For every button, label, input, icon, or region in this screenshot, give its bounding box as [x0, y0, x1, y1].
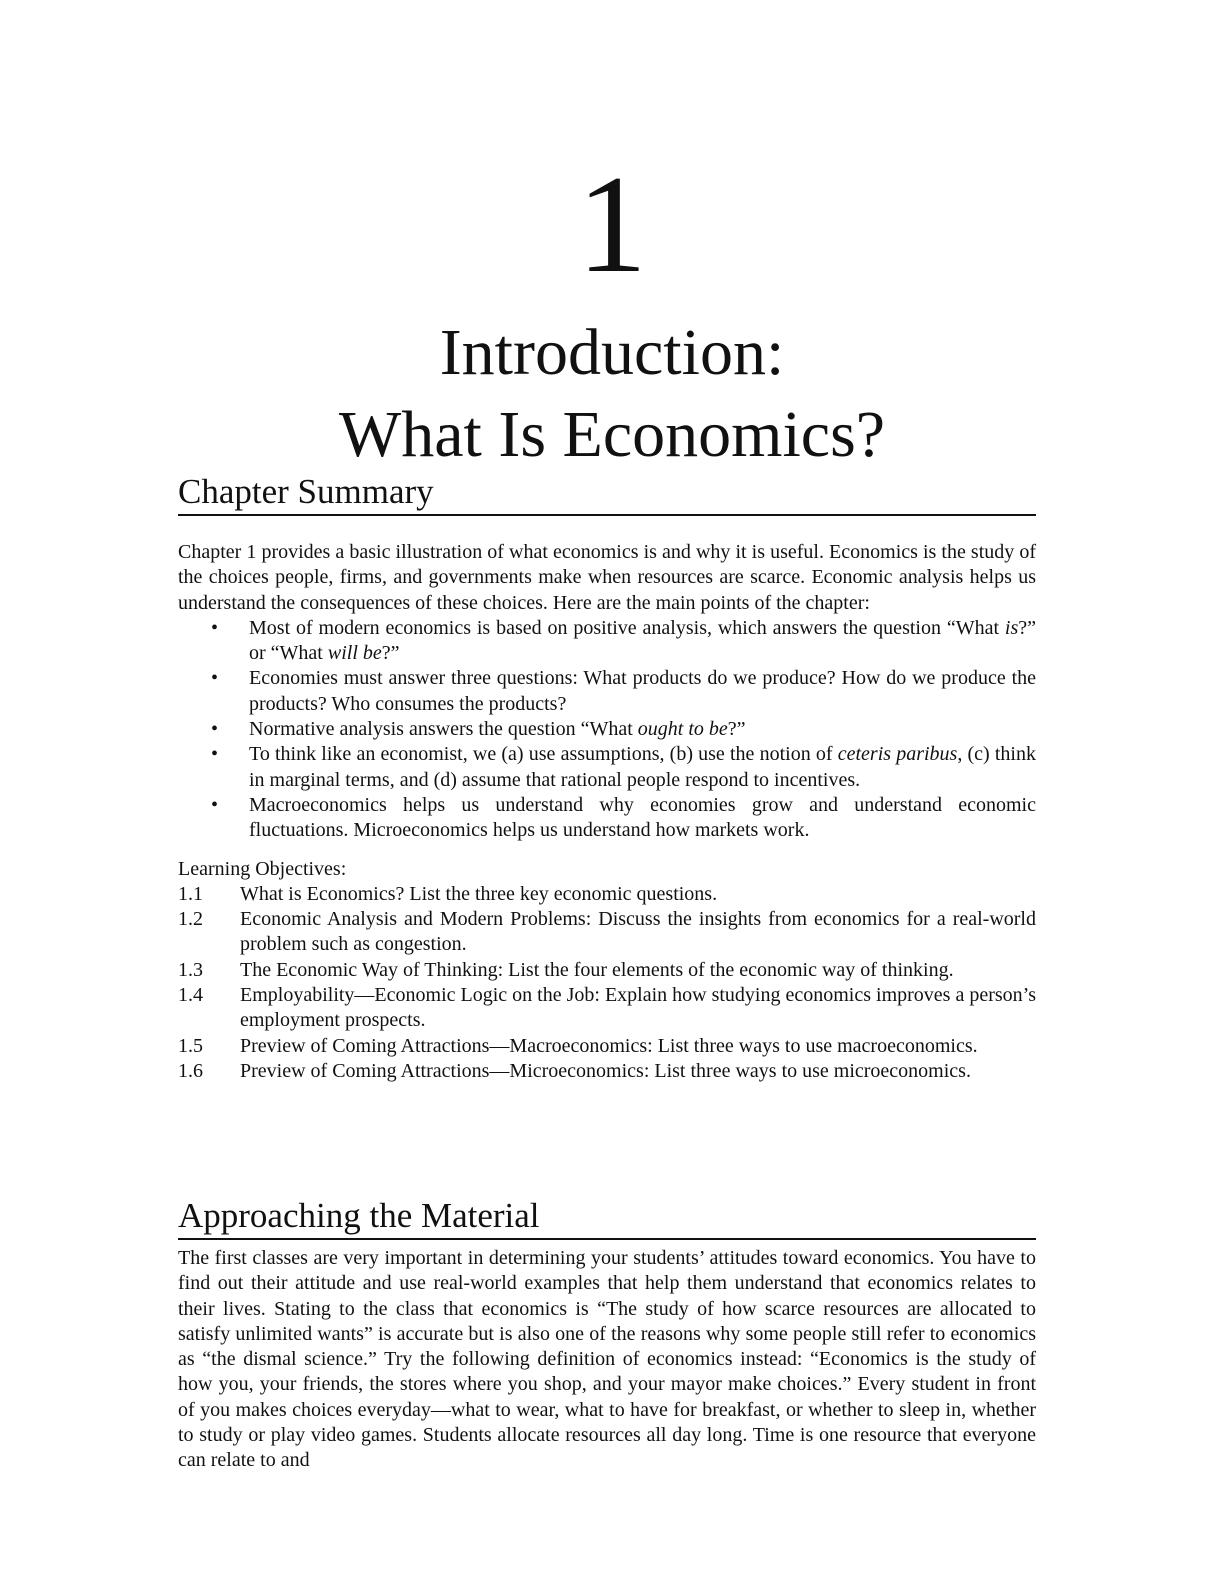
list-item [178, 1059, 1036, 1084]
objective-number: 1.3 [178, 958, 203, 981]
chapter-summary-section [178, 472, 1036, 1084]
learning-objectives-list [178, 882, 1036, 1084]
approaching-material-paragraph: The first classes are very important in determining your students’ attitudes toward economics. You have to find out their attitude and use real-world examples that help them understand that economics relates to their lives. Stating to the class that economics is “The study of how scarce resources are allocated to satisfy unlimited wants” is accurate but is also one of the reasons why some people still refer to economics as “the dismal science.” Try the following definition of economics instead: “Economics is the study of how you, your friends, the stores where you shop, and your mayor make choices.” Every student in front of you makes choices everyday—what to wear, what to have for breakfast, or whether to sleep in, whether to study or play video games. Students allocate resources all day long. Time is one resource that everyone can relate to and [178, 1247, 1036, 1472]
bullet-icon: • [211, 718, 219, 741]
list-item [178, 882, 1036, 907]
approaching-material-section [178, 1196, 1036, 1474]
objective-text: The Economic Way of Thinking: List the four elements of the economic way of thinking. [240, 958, 954, 981]
list-item [178, 958, 1036, 983]
list-item: • To think like an economist, we (a) use assumptions, (b) use the notion of ceteris paribus, (c) think in marginal terms, and (d) assume that rational people respond to incentives. [211, 743, 1036, 791]
objective-text: Economic Analysis and Modern Problems: Discuss the insights from economics for a real-world problem such as congestion. [240, 908, 1036, 956]
bullet-icon: • [211, 793, 219, 816]
chapter-number: 1 [577, 147, 647, 302]
chapter-title [0, 312, 1224, 476]
list-item [178, 983, 1036, 1034]
chapter-title-line-2: What Is Economics? [338, 398, 886, 471]
list-item: • Most of modern economics is based on positive analysis, which answers the question “What is?” or “What will be?” [211, 616, 1036, 665]
learning-objectives-label: Learning Objectives: [178, 857, 347, 880]
objective-number: 1.4 [178, 984, 203, 1007]
chapter-title-line-1: Introduction: [439, 316, 785, 389]
list-item: • Economies must answer three questions: What products do we produce? How do we produce the products? Who consumes the products? [211, 667, 1036, 715]
objective-number: 1.1 [178, 882, 203, 905]
list-item [178, 907, 1036, 958]
objective-number: 1.5 [178, 1034, 203, 1057]
objective-number: 1.6 [178, 1059, 203, 1082]
list-item: • Normative analysis answers the question “What ought to be?” [178, 717, 1036, 742]
chapter-summary-heading: Chapter Summary [178, 472, 1036, 516]
objective-text: Preview of Coming Attractions—Microeconomics: List three ways to use microeconomics. [240, 1059, 971, 1082]
objective-text: Preview of Coming Attractions—Macroeconomics: List three ways to use macroeconomics. [240, 1034, 978, 1057]
bullet-icon: • [211, 616, 219, 639]
objective-text: What is Economics? List the three key economic questions. [240, 882, 718, 905]
summary-bullet-list [178, 616, 1036, 844]
approaching-material-heading: Approaching the Material [178, 1196, 1036, 1240]
objective-number: 1.2 [178, 908, 203, 931]
list-item [178, 1034, 1036, 1059]
summary-intro-paragraph: Chapter 1 provides a basic illustration of what economics is and why it is useful. Economics is the study of the choices people, firms, and governments make when resources are scarce. Economic analysis helps us understand the consequences of these choices. Here are the main points of the chapter: [178, 541, 1036, 614]
bullet-icon: • [211, 743, 219, 766]
bullet-icon: • [211, 667, 219, 690]
objective-text: Employability—Economic Logic on the Job: Explain how studying economics improves a person’s employment prospects. [240, 984, 1036, 1032]
list-item: • Macroeconomics helps us understand why economies grow and understand economic fluctuations. Microeconomics helps us understand how markets work. [211, 793, 1036, 842]
